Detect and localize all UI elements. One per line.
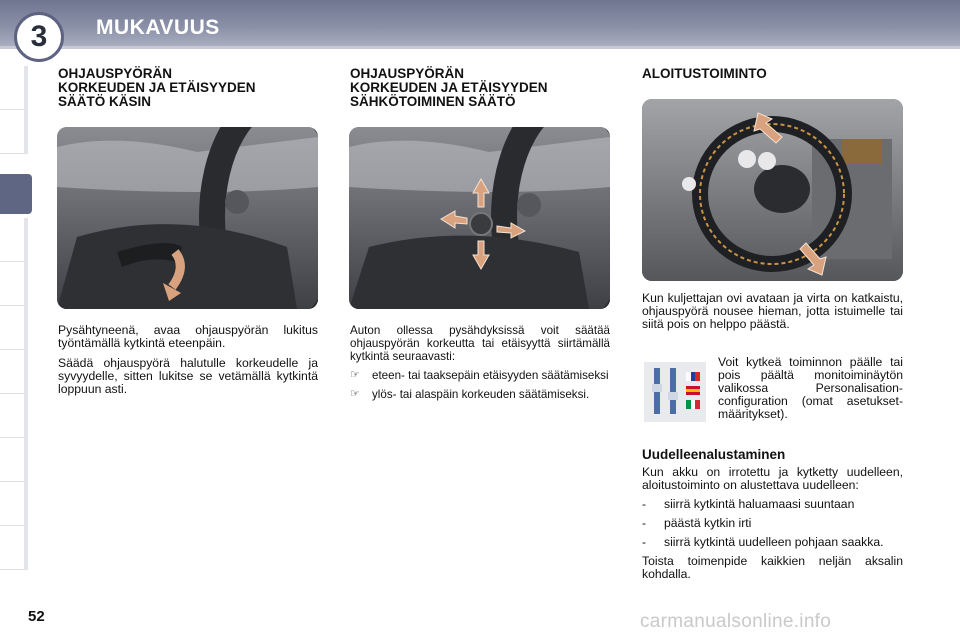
title-line: OHJAUSPYÖRÄN — [58, 66, 173, 81]
start-function-text: Kun kuljettajan ovi avataan ja virta on katkaistu, ohjauspyörä nousee hieman, jotta istuimelle tai siitä pois on helppo päästä. — [642, 291, 903, 331]
section-title-start: ALOITUSTOIMINTO — [642, 66, 767, 81]
closing-text: Toista toimenpide kaikkien neljän aksalin kohdalla. — [642, 554, 903, 581]
section-title-manual — [58, 67, 256, 109]
display-illustration — [644, 362, 706, 422]
chapter-tab[interactable] — [0, 110, 28, 154]
list-item-text: päästä kytkin irti — [664, 516, 752, 530]
chapter-tabs — [0, 66, 34, 576]
watermark: carmanualsonline.info — [640, 611, 832, 632]
title-line: OHJAUSPYÖRÄN — [350, 66, 465, 81]
display-note-text: Voit kytkeä toiminnon päälle tai pois päältä monitoiminäytön valikossa Personalisation-configuration (omat asetukset-määritykset). — [718, 355, 903, 421]
list-item — [642, 536, 903, 549]
list-item — [350, 369, 610, 382]
electric-switch-photo — [349, 127, 610, 309]
steering-wheel-photo — [642, 99, 903, 281]
dash-marker: - — [642, 535, 647, 549]
hand-pointer-icon: ☞ — [350, 369, 360, 381]
reset-intro: Kun akku on irrotettu ja kytketty uudelleen, aloitustoiminto on alustettava uudelleen: — [642, 465, 903, 492]
title-line: KORKEUDEN JA ETÄISYYDEN — [58, 80, 256, 95]
list-item-text: eteen- tai taaksepäin etäisyyden säätämiseksi — [372, 369, 609, 382]
section-title-electric — [350, 67, 548, 109]
chapter-tab[interactable] — [0, 306, 28, 350]
title-line: SÄÄTÖ KÄSIN — [58, 94, 152, 109]
manual-lever-photo — [57, 127, 318, 309]
list-item-text: siirrä kytkintä uudelleen pohjaan saakka. — [664, 535, 884, 549]
electric-adjust-text — [350, 324, 610, 401]
list-item — [642, 498, 903, 511]
list-item — [642, 517, 903, 530]
manual-adjust-text — [58, 324, 318, 403]
title-line: SÄHKÖTOIMINEN SÄÄTÖ — [350, 94, 516, 109]
chapter-tab[interactable] — [0, 66, 28, 110]
hand-pointer-icon: ☞ — [350, 388, 360, 400]
page-title: MUKAVUUS — [96, 16, 220, 39]
dash-marker: - — [642, 497, 647, 511]
chapter-tab[interactable] — [0, 262, 28, 306]
chapter-tab[interactable] — [0, 438, 28, 482]
list-item — [350, 388, 610, 401]
chapter-tab[interactable] — [0, 482, 28, 526]
list-item-text: ylös- tai alaspäin korkeuden säätämiseksi. — [372, 388, 590, 401]
chapter-tab[interactable] — [0, 394, 28, 438]
paragraph: Säädä ohjauspyörä halutulle korkeudelle ja syvyydelle, sitten lukitse se vetämällä kytkintä loppuun asti. — [58, 356, 318, 396]
page-number: 52 — [28, 608, 45, 625]
intro-paragraph: Auton ollessa pysähdyksissä voit säätää ohjauspyörän korkeutta tai etäisyyttä siirtämällä kytkintä seuraavasti: — [350, 324, 610, 363]
reset-section-text — [642, 466, 903, 581]
reset-subtitle: Uudelleenalustaminen — [642, 447, 786, 462]
chapter-tab[interactable] — [0, 350, 28, 394]
chapter-tab[interactable] — [0, 218, 28, 262]
list-item-text: siirrä kytkintä haluamaasi suuntaan — [664, 497, 855, 511]
header-divider — [0, 46, 960, 49]
settings-display-icon — [644, 362, 706, 422]
chapter-badge: 3 — [14, 12, 64, 62]
title-line: KORKEUDEN JA ETÄISYYDEN — [350, 80, 548, 95]
chapter-tab-active[interactable] — [0, 174, 32, 214]
paragraph: Pysähtyneenä, avaa ohjauspyörän lukitus työntämällä kytkintä eteenpäin. — [58, 323, 318, 350]
dash-marker: - — [642, 516, 647, 530]
chapter-tab[interactable] — [0, 526, 28, 570]
